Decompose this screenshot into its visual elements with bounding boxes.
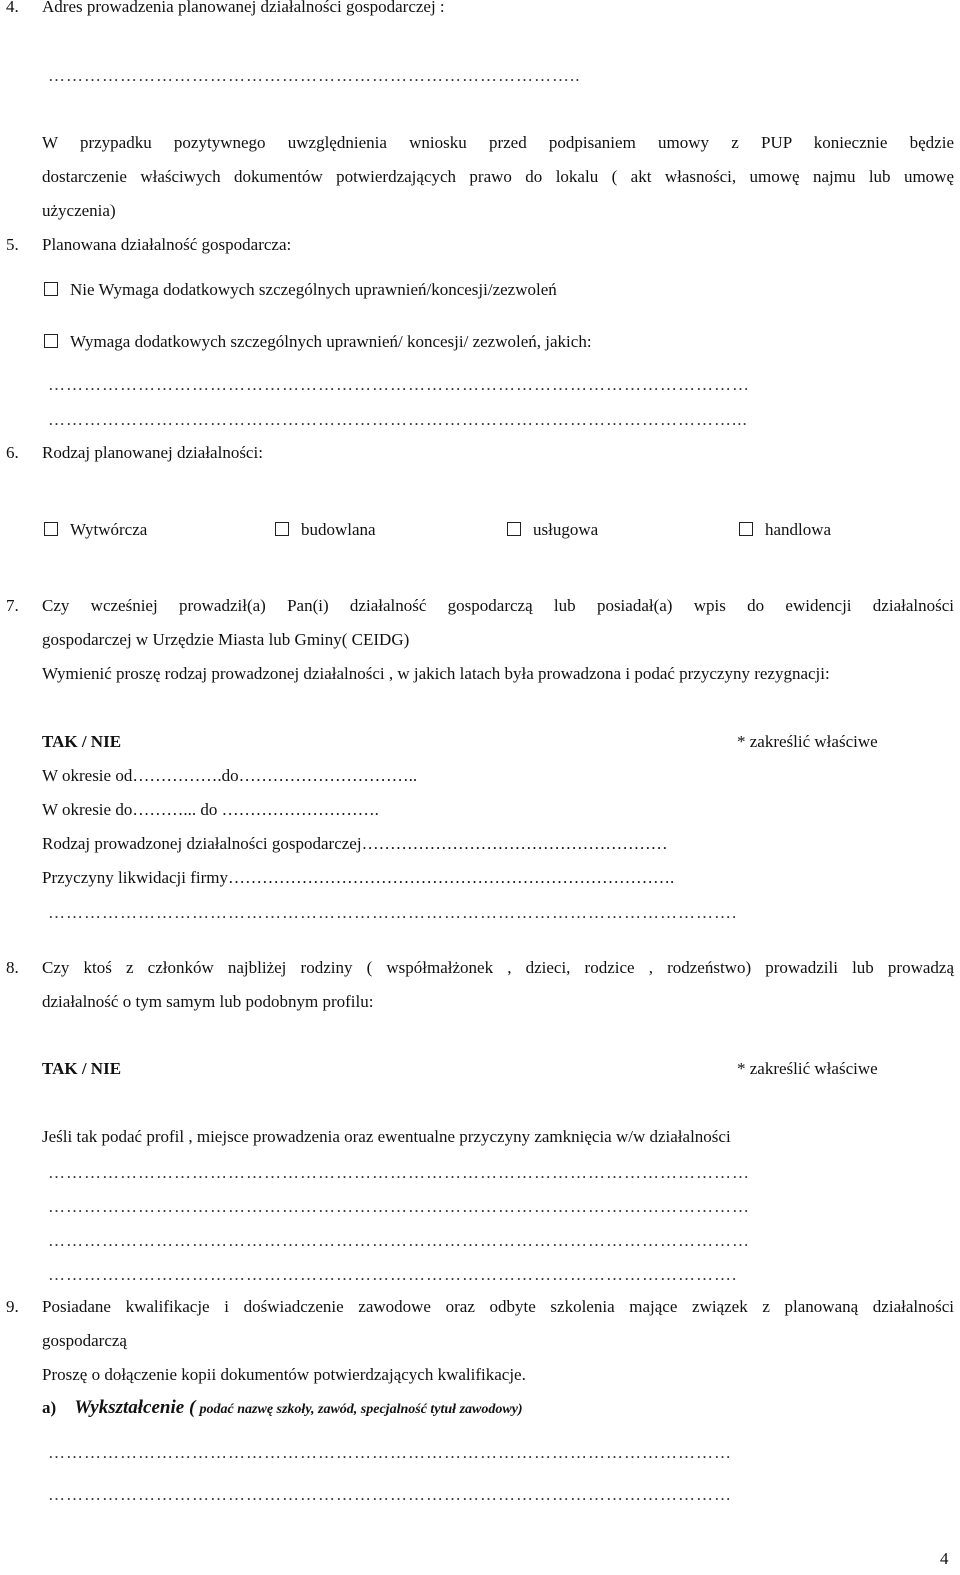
education-label: a) bbox=[42, 1398, 57, 1417]
section-7-circle-note: * zakreślić właściwe bbox=[737, 732, 878, 751]
section-9-number: 9. bbox=[6, 1297, 19, 1316]
education-heading bbox=[42, 1398, 523, 1420]
section-4-number: 4. bbox=[6, 0, 19, 16]
education-line-2[interactable]: …………………………………………………………………………………………………… bbox=[48, 1485, 732, 1504]
checkbox-icon[interactable] bbox=[44, 522, 58, 536]
education-hint: podać nazwę szkoły, zawód, specjalność tytuł zawodowy) bbox=[199, 1402, 523, 1417]
family-activity-line-2[interactable]: ……………………………………………………………………………………………………… bbox=[48, 1197, 750, 1216]
section-6-number: 6. bbox=[6, 443, 19, 462]
checkbox-icon[interactable] bbox=[44, 334, 58, 348]
liquidation-reasons-field[interactable]: Przyczyny likwidacji firmy……………………………………………………………………. bbox=[42, 868, 675, 887]
option-label: Wytwórcza bbox=[70, 520, 148, 539]
section-4-note-line-1: W przypadku pozytywnego uwzględnienia wniosku przed podpisaniem umowy z PUP koniecznie będzie bbox=[42, 133, 954, 152]
checkbox-icon[interactable] bbox=[275, 522, 289, 536]
option-label: Nie Wymaga dodatkowych szczególnych uprawnień/koncesji/zezwoleń bbox=[70, 280, 557, 299]
section-8-number: 8. bbox=[6, 958, 19, 977]
address-field[interactable]: …………………………………………………………………………….. bbox=[48, 66, 581, 85]
section-9-line-3: Proszę o dołączenie kopii dokumentów potwierdzających kwalifikacje. bbox=[42, 1365, 526, 1384]
checkbox-icon[interactable] bbox=[507, 522, 521, 536]
section-9-line-2: gospodarczą bbox=[42, 1331, 127, 1350]
option-label: budowlana bbox=[301, 520, 376, 539]
permit-details-line-1[interactable]: ……………………………………………………………………………………………………… bbox=[48, 375, 750, 394]
section-7-yes-no[interactable]: TAK / NIE bbox=[42, 732, 122, 751]
page-number: 4 bbox=[940, 1549, 949, 1568]
previous-activity-type-field[interactable]: Rodzaj prowadzonej działalności gospodarczej……………………………………………… bbox=[42, 834, 668, 853]
activity-type-trade[interactable] bbox=[739, 520, 831, 540]
section-7-line-1: Czy wcześniej prowadził(a) Pan(i) działalność gospodarczą lub posiadał(a) wpis do ewidencji działalności bbox=[42, 596, 954, 615]
section-4-title: Adres prowadzenia planowanej działalności gospodarczej : bbox=[42, 0, 445, 16]
checkbox-icon[interactable] bbox=[44, 282, 58, 296]
liquidation-reasons-line-2[interactable]: ……………………………………………………………………………………………………. bbox=[48, 903, 738, 922]
section-8-circle-note: * zakreślić właściwe bbox=[737, 1059, 878, 1078]
family-activity-line-1[interactable]: ……………………………………………………………………………………………………… bbox=[48, 1163, 750, 1182]
section-5-number: 5. bbox=[6, 235, 19, 254]
section-7-number: 7. bbox=[6, 596, 19, 615]
checkbox-icon[interactable] bbox=[739, 522, 753, 536]
permit-not-required-option[interactable] bbox=[44, 280, 557, 300]
family-activity-line-3[interactable]: ……………………………………………………………………………………………………… bbox=[48, 1231, 750, 1250]
section-5-title: Planowana działalność gospodarcza: bbox=[42, 235, 292, 254]
section-6-title: Rodzaj planowanej działalności: bbox=[42, 443, 263, 462]
section-7-line-3: Wymienić proszę rodzaj prowadzonej działalności , w jakich latach była prowadzona i podać przyczyny rezygnacji: bbox=[42, 664, 830, 683]
option-label: Wymaga dodatkowych szczególnych uprawnień/ koncesji/ zezwoleń, jakich: bbox=[70, 332, 592, 351]
permit-required-option[interactable] bbox=[44, 332, 592, 352]
family-activity-line-4[interactable]: ……………………………………………………………………………………………………. bbox=[48, 1265, 738, 1284]
permit-details-line-2[interactable]: ……………………………………………………………………………………………………... bbox=[48, 410, 748, 429]
section-8-line-1: Czy ktoś z członków najbliżej rodziny ( współmałżonek , dzieci, rodzice , rodzeństwo) prowadzili lub prowadzą bbox=[42, 958, 954, 977]
activity-type-construction[interactable] bbox=[275, 520, 376, 540]
section-8-yes-no[interactable]: TAK / NIE bbox=[42, 1059, 122, 1078]
activity-type-services[interactable] bbox=[507, 520, 598, 540]
section-8-line-2: działalność o tym samym lub podobnym profilu: bbox=[42, 992, 374, 1011]
section-4-note-line-2: dostarczenie właściwych dokumentów potwierdzających prawo do lokalu ( akt własności, umowę najmu lub umowę bbox=[42, 167, 954, 186]
section-4-note-line-3: użyczenia) bbox=[42, 201, 116, 220]
section-7-line-2: gospodarczej w Urzędzie Miasta lub Gminy( CEIDG) bbox=[42, 630, 410, 649]
option-label: handlowa bbox=[765, 520, 832, 539]
period-to-field[interactable]: W okresie do………... do ………………………. bbox=[42, 800, 379, 819]
education-title: Wykształcenie ( bbox=[74, 1397, 196, 1418]
education-line-1[interactable]: …………………………………………………………………………………………………… bbox=[48, 1443, 732, 1462]
period-from-field[interactable]: W okresie od…………….do………………………….. bbox=[42, 766, 418, 785]
option-label: usługowa bbox=[533, 520, 599, 539]
section-9-line-1: Posiadane kwalifikacje i doświadczenie zawodowe oraz odbyte szkolenia mające związek z planowaną działalności bbox=[42, 1297, 954, 1316]
activity-type-manufacturing[interactable] bbox=[44, 520, 147, 540]
section-8-if-yes: Jeśli tak podać profil , miejsce prowadzenia oraz ewentualne przyczyny zamknięcia w/w działalności bbox=[42, 1127, 731, 1146]
